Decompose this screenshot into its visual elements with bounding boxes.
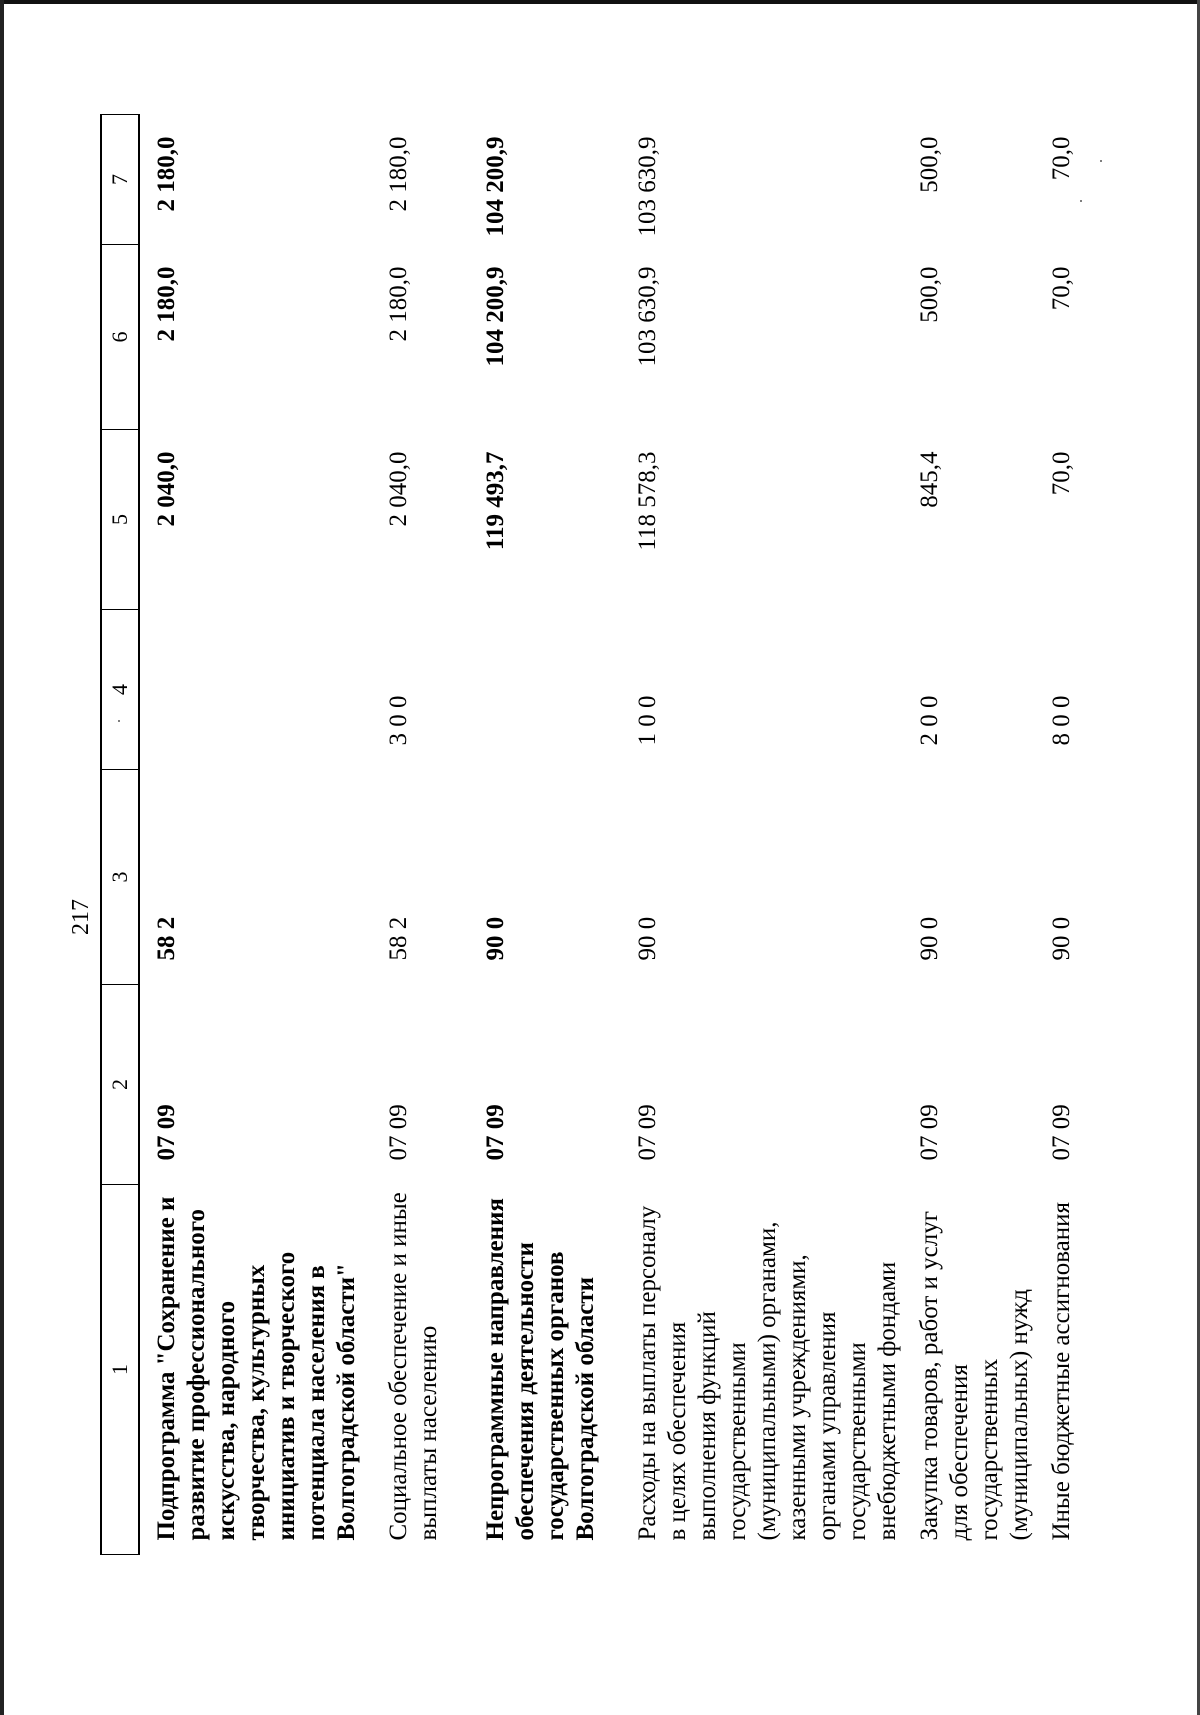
header-col-5: 5 (101, 430, 139, 610)
row-value-7: 103 630,9 (634, 136, 661, 237)
row-value-6: 500,0 (916, 266, 943, 323)
page-number: 217 (68, 899, 94, 935)
row-value-5: 70,0 (1048, 451, 1075, 496)
row-value-6: 70,0 (1048, 266, 1075, 311)
header-col-6: 6 (101, 245, 139, 430)
row-value-7: 70,0 (1048, 136, 1075, 181)
row-target: 90 0 (1048, 916, 1075, 961)
row-value-6: 104 200,9 (482, 266, 509, 367)
row-target: 58 2 (385, 916, 412, 961)
row-section: 07 09 (916, 1104, 943, 1161)
header-col-2: 2 (101, 985, 139, 1185)
row-type: 8 0 0 (1048, 695, 1075, 746)
header-row (101, 115, 139, 1555)
budget-table (100, 114, 1117, 1555)
header-col-7: 7 (101, 115, 139, 245)
row-target: 90 0 (916, 916, 943, 961)
row-value-6: 2 180,0 (385, 266, 412, 342)
row-type (139, 610, 372, 770)
table-row (469, 115, 621, 1555)
row-label: Непрограммные направления обеспечения деятельности государственных органов Волгоградской области (482, 1198, 599, 1541)
row-section: 07 09 (153, 1104, 180, 1161)
header-col-3: 3 (101, 770, 139, 985)
header-col-4: 4 (101, 610, 139, 770)
row-type: 1 0 0 (634, 695, 661, 746)
row-section: 07 09 (385, 1104, 412, 1161)
row-value-5: 2 040,0 (153, 451, 180, 527)
row-value-5: 118 578,3 (634, 451, 661, 551)
row-label: Расходы на выплаты персоналу в целях обеспечения выполнения функций государственными (муниципальными) органами, казенными учреждениями, органами управления государственными внебюджетными фондами (634, 1205, 901, 1541)
row-section: 07 09 (634, 1104, 661, 1161)
table-row (139, 115, 372, 1555)
row-value-5: 119 493,7 (482, 451, 509, 551)
row-value-5: 845,4 (916, 451, 943, 508)
row-type (469, 610, 621, 770)
table-row (1035, 115, 1117, 1555)
table-row (372, 115, 469, 1555)
row-section: 07 09 (1048, 1104, 1075, 1161)
row-target: 58 2 (153, 916, 180, 961)
row-value-7: 104 200,9 (482, 136, 509, 237)
row-target: 90 0 (482, 916, 509, 961)
row-type: 3 0 0 (385, 695, 412, 746)
row-label: Социальное обеспечение и иные выплаты населению (385, 1192, 442, 1541)
row-section: 07 09 (482, 1104, 509, 1161)
row-value-5: 2 040,0 (385, 451, 412, 527)
table-row (903, 115, 1035, 1555)
header-col-1: 1 (101, 1185, 139, 1555)
row-type: 2 0 0 (916, 695, 943, 746)
row-value-7: 2 180,0 (385, 136, 412, 212)
row-value-6: 2 180,0 (153, 266, 180, 342)
row-value-6: 103 630,9 (634, 266, 661, 367)
row-label: Закупка товаров, работ и услуг для обеспечения государственных (муниципальных) нужд (916, 1211, 1033, 1541)
row-label: Подпрограмма "Сохранение и развитие профессионального искусства, народного творчества, культурных инициатив и творческого потенциала населения в Волгоградской области" (153, 1196, 360, 1541)
row-value-7: 500,0 (916, 136, 943, 193)
row-value-7: 2 180,0 (153, 136, 180, 212)
table-row (621, 115, 903, 1555)
row-target: 90 0 (634, 916, 661, 961)
row-label: Иные бюджетные ассигнования (1048, 1201, 1075, 1541)
